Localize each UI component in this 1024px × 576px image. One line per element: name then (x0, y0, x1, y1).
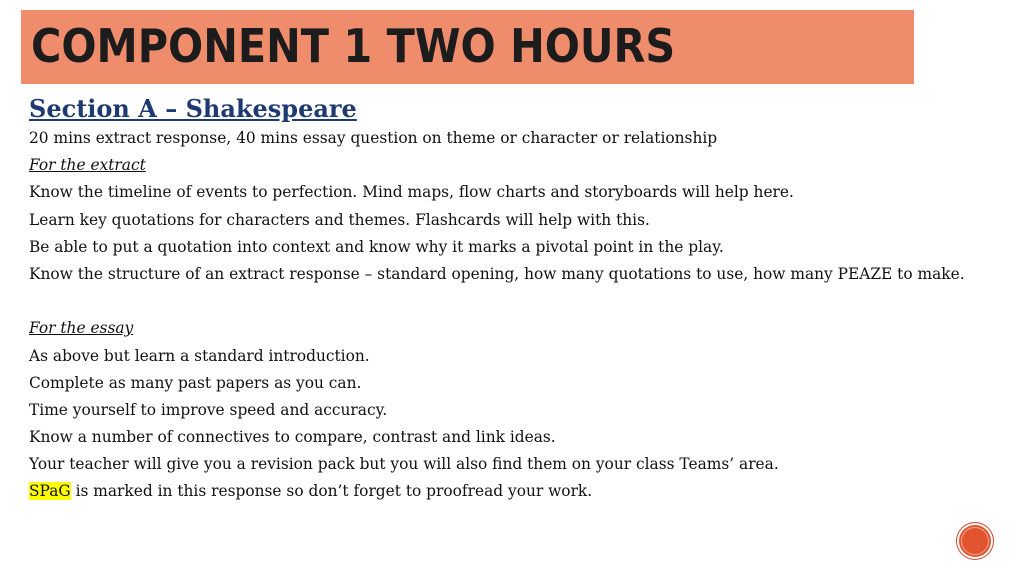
spag-note-text: is marked in this response so don’t forget to proofread your work. (70, 482, 593, 501)
essay-subheading: For the essay (29, 319, 134, 338)
essay-point: Complete as many past papers as you can. (29, 373, 362, 392)
section-heading: Section A – Shakespeare (29, 94, 357, 123)
spacer (29, 288, 989, 315)
extract-subheading: For the extract (29, 156, 146, 175)
extract-point: Know the structure of an extract response – standard opening, how many quotations to use, how many PEAZE to make. (29, 264, 965, 283)
spag-highlight: SPaG (29, 482, 71, 501)
intro-text: 20 mins extract response, 40 mins essay question on theme or character or relationship (29, 129, 718, 147)
essay-point: Know a number of connectives to compare, contrast and link ideas. (29, 428, 556, 447)
essay-point: Your teacher will give you a revision pack but you will also find them on your class Teams’ area. (29, 455, 779, 474)
extract-point: Know the timeline of events to perfection. Mind maps, flow charts and storyboards will help here. (29, 183, 794, 202)
spag-note (29, 478, 989, 505)
extract-point: Be able to put a quotation into context and know why it marks a pivotal point in the play. (29, 237, 724, 256)
essay-point: As above but learn a standard introduction. (29, 346, 370, 365)
essay-point: Time yourself to improve speed and accuracy. (29, 400, 388, 419)
nav-circle-icon (961, 527, 989, 555)
slide-title: COMPONENT 1 TWO HOURS (31, 19, 676, 73)
title-bar (21, 10, 914, 84)
slide-content (29, 92, 989, 506)
extract-point: Learn key quotations for characters and themes. Flashcards will help with this. (29, 210, 650, 229)
slide-nav-button[interactable] (957, 523, 993, 559)
